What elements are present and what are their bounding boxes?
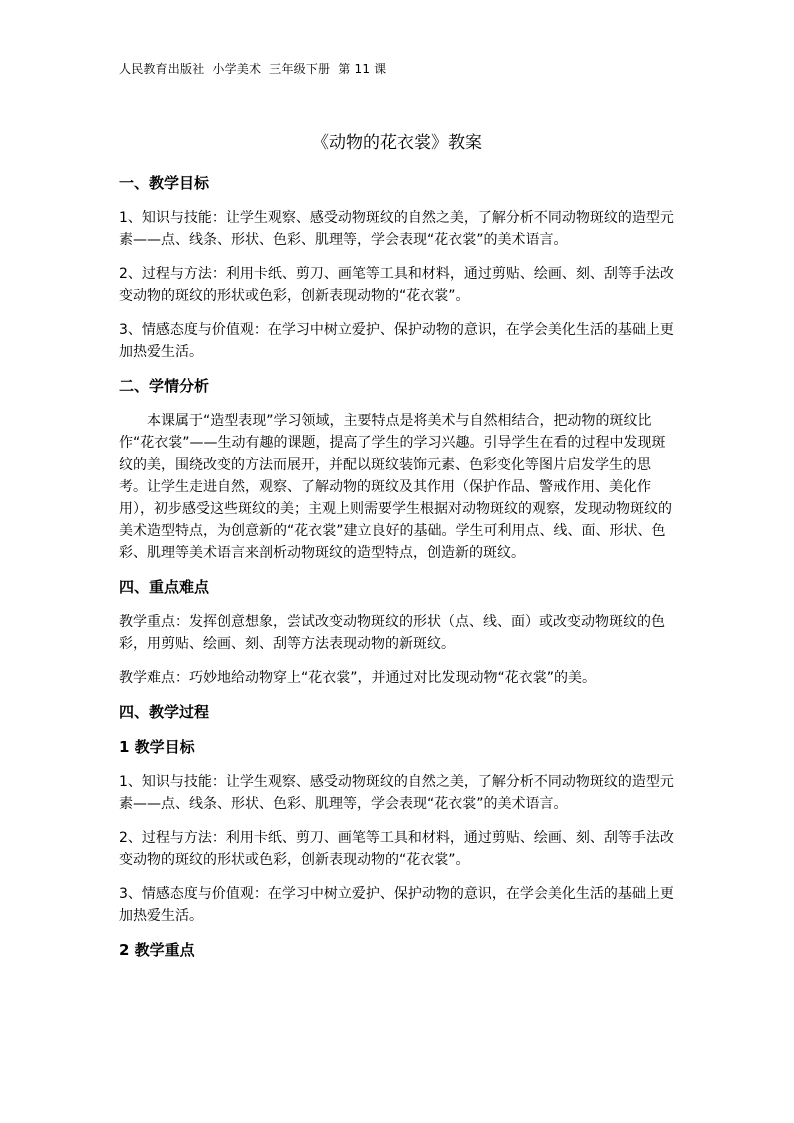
paragraph: 1、知识与技能：让学生观察、感受动物斑纹的自然之美，了解分析不同动物斑纹的造型元素——点、线条、形状、色彩、肌理等，学会表现“花衣裳”的美术语言。 <box>119 774 674 812</box>
page-header: 人民教育出版社 小学美术 三年级下册 第 11 课 <box>119 62 387 76</box>
subsection-heading: 2 教学重点 <box>119 941 195 959</box>
section-heading-analysis: 二、学情分析 <box>119 377 210 395</box>
subsection-heading: 1 教学目标 <box>119 738 195 756</box>
document-body <box>119 172 674 974</box>
document-title: 《动物的花衣裳》教案 <box>312 133 482 153</box>
paragraph: 教学重点：发挥创意想象，尝试改变动物斑纹的形状（点、线、面）或改变动物斑纹的色彩，用剪贴、绘画、刻、刮等方法表现动物的新斑纹。 <box>119 614 665 652</box>
paragraph: 3、情感态度与价值观：在学习中树立爱护、保护动物的意识，在学会美化生活的基础上更加热爱生活。 <box>119 886 674 924</box>
paragraph: 教学难点：巧妙地给动物穿上“花衣裳”，并通过对比发现动物“花衣裳”的美。 <box>119 670 597 686</box>
paragraph: 1、知识与技能：让学生观察、感受动物斑纹的自然之美，了解分析不同动物斑纹的造型元素——点、线条、形状、色彩、肌理等，学会表现“花衣裳”的美术语言。 <box>119 210 674 248</box>
paragraph: 3、情感态度与价值观：在学习中树立爱护、保护动物的意识，在学会美化生活的基础上更加热爱生活。 <box>119 322 674 360</box>
section-heading-process: 四、教学过程 <box>119 703 210 721</box>
section-heading-objectives: 一、教学目标 <box>119 174 210 192</box>
paragraph: 2、过程与方法：利用卡纸、剪刀、画笔等工具和材料，通过剪贴、绘画、刻、刮等手法改变动物的斑纹的形状或色彩，创新表现动物的“花衣裳”。 <box>119 266 674 304</box>
section-heading-key-points: 四、重点难点 <box>119 578 210 596</box>
paragraph: 本课属于“造型表现”学习领域，主要特点是将美术与自然相结合，把动物的斑纹比作“花衣裳”——生动有趣的课题，提高了学生的学习兴趣。引导学生在看的过程中发现斑纹的美，围绕改变的方法而展开，并配以斑纹装饰元素、色彩变化等图片启发学生的思考。让学生走进自然，观察、了解动物的斑纹及其作用（保护作品、警戒作用、美化作用），初步感受这些斑纹的美；主观上则需要学生根据对动物斑纹的观察，发现动物斑纹的美术造型特点，为创意新的“花衣裳”建立良好的基础。学生可利用点、线、面、形状、色彩、肌理等美术语言来剖析动物斑纹的造型特点，创造新的斑纹。 <box>119 413 672 561</box>
paragraph: 2、过程与方法：利用卡纸、剪刀、画笔等工具和材料，通过剪贴、绘画、刻、刮等手法改变动物的斑纹的形状或色彩，创新表现动物的“花衣裳”。 <box>119 830 674 868</box>
